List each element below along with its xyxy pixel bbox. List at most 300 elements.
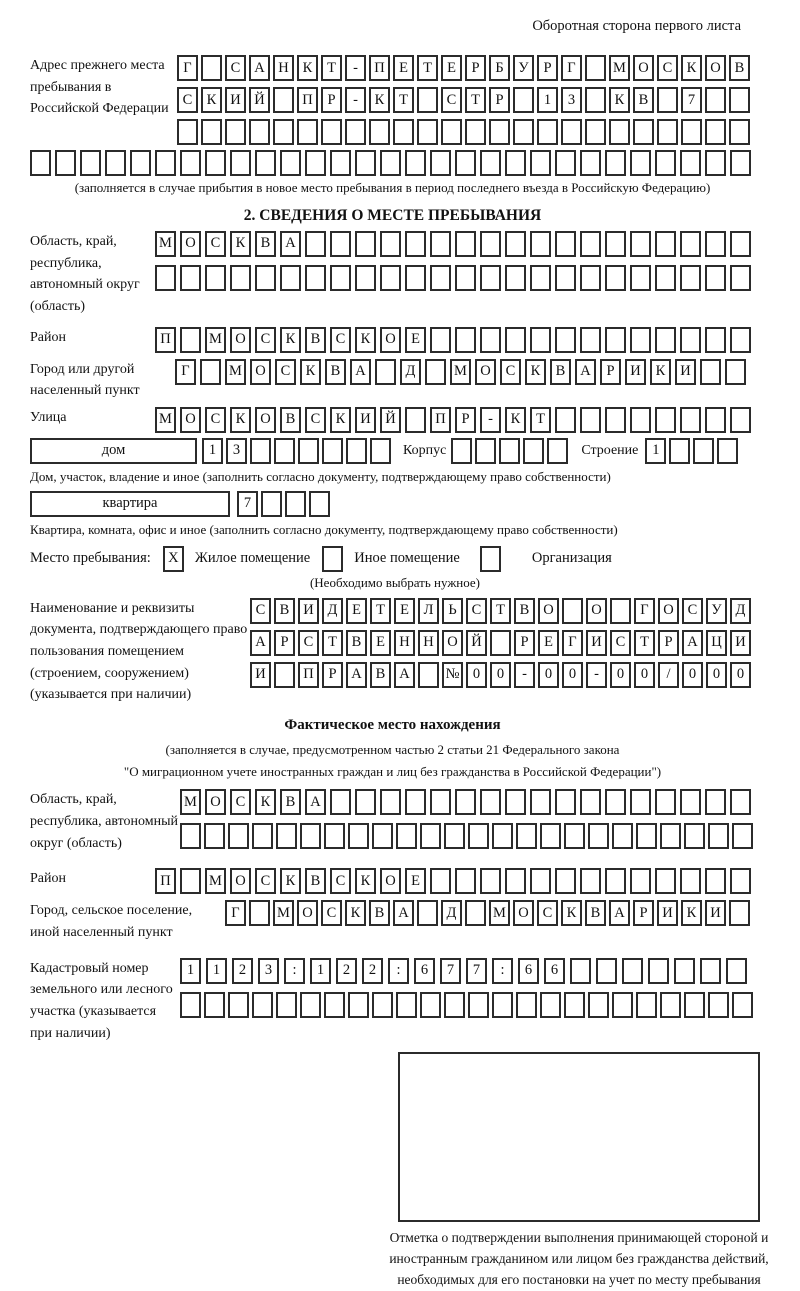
- form-char-cell: Н: [273, 55, 294, 81]
- form-char-cell: И: [250, 662, 271, 688]
- form-char-cell: [468, 823, 489, 849]
- form-char-cell: [636, 823, 657, 849]
- form-char-cell: 1: [206, 958, 227, 984]
- form-char-cell: [705, 119, 726, 145]
- form-char-cell: Т: [465, 87, 486, 113]
- form-char-cell: [305, 150, 326, 176]
- form-char-cell: [430, 868, 451, 894]
- form-char-cell: [369, 119, 390, 145]
- form-char-cell: О: [230, 327, 251, 353]
- form-char-cell: О: [442, 630, 463, 656]
- form-char-cell: Г: [561, 55, 582, 81]
- form-char-cell: [249, 900, 270, 926]
- stroenie-cells: [645, 438, 741, 464]
- form-char-cell: [505, 265, 526, 291]
- form-char-cell: О: [705, 55, 726, 81]
- form-char-cell: [505, 789, 526, 815]
- form-char-cell: С: [305, 407, 326, 433]
- form-char-cell: [455, 150, 476, 176]
- form-char-cell: Р: [465, 55, 486, 81]
- form-char-cell: В: [305, 868, 326, 894]
- document-row-3: [250, 662, 754, 688]
- form-char-cell: О: [255, 407, 276, 433]
- form-char-cell: [430, 150, 451, 176]
- form-char-cell: 7: [237, 491, 258, 517]
- form-char-cell: [655, 327, 676, 353]
- form-char-cell: [480, 789, 501, 815]
- s2-ulitsa-field: [30, 407, 755, 433]
- form-char-cell: 0: [610, 662, 631, 688]
- form-char-cell: [729, 87, 750, 113]
- form-char-cell: -: [345, 55, 366, 81]
- form-char-cell: [30, 150, 51, 176]
- form-char-cell: М: [155, 407, 176, 433]
- form-char-cell: Т: [530, 407, 551, 433]
- mesto-option-zhiloe-label: Жилое помещение: [194, 550, 311, 567]
- form-char-cell: С: [250, 598, 271, 624]
- form-char-cell: В: [255, 231, 276, 257]
- form-char-cell: [276, 823, 297, 849]
- form-char-cell: [605, 407, 626, 433]
- form-char-cell: [605, 789, 626, 815]
- prev-address-label: Адрес прежнего места пребывания в Российской Федерации: [30, 58, 169, 117]
- form-char-cell: Й: [249, 87, 270, 113]
- form-char-cell: [570, 958, 591, 984]
- form-char-cell: К: [201, 87, 222, 113]
- dom-note: Дом, участок, владение и иное (заполнить согласно документу, подтверждающему право собственности): [30, 468, 611, 484]
- form-char-cell: Н: [394, 630, 415, 656]
- form-char-cell: [505, 231, 526, 257]
- form-char-cell: [660, 992, 681, 1018]
- form-char-cell: О: [475, 359, 496, 385]
- s2-gorod-field: [30, 359, 755, 402]
- form-char-cell: [513, 119, 534, 145]
- form-char-cell: [693, 438, 714, 464]
- form-char-cell: [230, 265, 251, 291]
- form-char-cell: [273, 87, 294, 113]
- form-char-cell: С: [537, 900, 558, 926]
- form-char-cell: [225, 119, 246, 145]
- form-char-cell: [726, 958, 747, 984]
- form-char-cell: С: [321, 900, 342, 926]
- page-title: Оборотная сторона первого листа: [532, 18, 741, 34]
- form-char-cell: Т: [417, 55, 438, 81]
- form-char-cell: [725, 359, 746, 385]
- form-char-cell: В: [729, 55, 750, 81]
- form-char-cell: [555, 327, 576, 353]
- form-char-cell: [324, 992, 345, 1018]
- mesto-checkbox-org: [480, 546, 504, 572]
- form-char-cell: [505, 868, 526, 894]
- form-char-cell: [561, 119, 582, 145]
- form-char-cell: [228, 823, 249, 849]
- form-char-cell: [204, 823, 225, 849]
- form-char-cell: В: [369, 900, 390, 926]
- form-char-cell: 2: [336, 958, 357, 984]
- form-char-cell: [380, 231, 401, 257]
- form-char-cell: М: [450, 359, 471, 385]
- form-char-cell: Р: [633, 900, 654, 926]
- form-char-cell: [297, 119, 318, 145]
- form-char-cell: [380, 265, 401, 291]
- form-char-cell: Л: [418, 598, 439, 624]
- form-char-cell: 6: [518, 958, 539, 984]
- form-char-cell: [605, 327, 626, 353]
- form-char-cell: [530, 150, 551, 176]
- document-row-1: [250, 598, 754, 624]
- prev-address-section: [30, 55, 755, 145]
- form-char-cell: А: [575, 359, 596, 385]
- form-char-cell: К: [280, 327, 301, 353]
- form-char-cell: Й: [380, 407, 401, 433]
- form-char-cell: [330, 265, 351, 291]
- prev-address-row-3: [177, 119, 753, 145]
- form-char-cell: [441, 119, 462, 145]
- form-char-cell: П: [155, 868, 176, 894]
- form-char-cell: М: [225, 359, 246, 385]
- form-char-cell: [705, 150, 726, 176]
- form-char-cell: М: [205, 868, 226, 894]
- form-char-cell: О: [380, 327, 401, 353]
- fact-gorod-label: Город, сельское поселение, иной населенный пункт: [30, 903, 193, 940]
- form-char-cell: К: [505, 407, 526, 433]
- form-char-cell: Д: [730, 598, 751, 624]
- form-char-cell: [372, 992, 393, 1018]
- form-char-cell: В: [280, 789, 301, 815]
- form-char-cell: [180, 327, 201, 353]
- stroenie-label: Строение: [581, 442, 639, 458]
- fact-kadastr-row-1: [180, 958, 756, 984]
- form-char-cell: [705, 87, 726, 113]
- form-char-cell: [375, 359, 396, 385]
- form-char-cell: В: [633, 87, 654, 113]
- form-char-cell: О: [658, 598, 679, 624]
- form-char-cell: [180, 150, 201, 176]
- form-char-cell: [355, 231, 376, 257]
- form-char-cell: [580, 868, 601, 894]
- form-char-cell: М: [205, 327, 226, 353]
- form-char-cell: [580, 789, 601, 815]
- form-char-cell: [630, 407, 651, 433]
- form-char-cell: С: [330, 868, 351, 894]
- form-char-cell: [348, 823, 369, 849]
- fact-raion-field: [30, 868, 755, 894]
- form-char-cell: [380, 150, 401, 176]
- form-char-cell: [729, 119, 750, 145]
- form-char-cell: [300, 823, 321, 849]
- fact-oblast-label: Область, край, республика, автономный округ (область): [30, 792, 179, 851]
- form-char-cell: [547, 438, 568, 464]
- form-char-cell: [430, 327, 451, 353]
- form-char-cell: Д: [441, 900, 462, 926]
- form-char-cell: Р: [537, 55, 558, 81]
- form-char-cell: [705, 407, 726, 433]
- form-char-cell: [499, 438, 520, 464]
- form-char-cell: [177, 119, 198, 145]
- form-char-cell: -: [514, 662, 535, 688]
- form-char-cell: [455, 327, 476, 353]
- form-char-cell: [585, 55, 606, 81]
- section2-title: 2. СВЕДЕНИЯ О МЕСТЕ ПРЕБЫВАНИЯ: [243, 206, 542, 224]
- form-char-cell: [455, 265, 476, 291]
- fact-kadastr-field: [30, 958, 755, 1045]
- form-char-cell: [610, 598, 631, 624]
- s2-dom-row: [30, 438, 755, 464]
- fact-note-line2: "О миграционном учете иностранных граждан и лиц без гражданства в Российской Федерации"): [123, 764, 662, 780]
- form-char-cell: Р: [321, 87, 342, 113]
- form-char-cell: С: [205, 231, 226, 257]
- form-char-cell: [555, 265, 576, 291]
- form-char-cell: [393, 119, 414, 145]
- form-char-cell: Б: [489, 55, 510, 81]
- s2-oblast-row-1: [155, 231, 755, 257]
- fact-note: [30, 739, 755, 783]
- form-char-cell: К: [330, 407, 351, 433]
- mesto-note: (Необходимо выбрать нужное): [309, 574, 481, 590]
- form-char-cell: [680, 407, 701, 433]
- form-char-cell: [605, 265, 626, 291]
- s2-ulitsa-label: Улица: [30, 409, 67, 425]
- form-char-cell: Р: [322, 662, 343, 688]
- korpus-cells: [451, 438, 571, 464]
- form-char-cell: [537, 119, 558, 145]
- s2-kvartira-row: [30, 491, 755, 517]
- document-label: Наименование и реквизиты документа, подтверждающего право пользования помещением (строением, сооружением) (указывается при наличии): [30, 600, 248, 703]
- form-char-cell: С: [610, 630, 631, 656]
- form-char-cell: [680, 789, 701, 815]
- form-char-cell: [630, 868, 651, 894]
- form-char-cell: О: [230, 868, 251, 894]
- form-char-cell: 7: [440, 958, 461, 984]
- form-char-cell: К: [355, 868, 376, 894]
- form-char-cell: [729, 900, 750, 926]
- form-char-cell: [730, 231, 751, 257]
- form-char-cell: [204, 992, 225, 1018]
- form-char-cell: -: [480, 407, 501, 433]
- form-char-cell: [480, 327, 501, 353]
- form-char-cell: 0: [562, 662, 583, 688]
- stamp-caption: Отметка о подтверждении выполнения принимающей стороной и иностранным гражданином или лицом без гражданства действий, необходимых для его постановки на учет по месту пребывания: [389, 1230, 769, 1288]
- form-char-cell: [322, 546, 343, 572]
- form-char-cell: П: [155, 327, 176, 353]
- form-char-cell: [588, 823, 609, 849]
- document-field: [30, 598, 755, 706]
- form-char-cell: [630, 265, 651, 291]
- form-char-cell: [580, 150, 601, 176]
- form-char-cell: [630, 231, 651, 257]
- form-char-cell: Р: [658, 630, 679, 656]
- s2-oblast-field: [30, 231, 755, 318]
- fact-oblast-row-2: [180, 823, 756, 849]
- form-char-cell: Р: [455, 407, 476, 433]
- form-char-cell: А: [609, 900, 630, 926]
- form-char-cell: А: [394, 662, 415, 688]
- form-char-cell: [674, 958, 695, 984]
- form-char-cell: [155, 265, 176, 291]
- form-char-cell: [730, 407, 751, 433]
- form-char-cell: [492, 823, 513, 849]
- form-char-cell: [405, 407, 426, 433]
- form-char-cell: Г: [562, 630, 583, 656]
- form-char-cell: П: [298, 662, 319, 688]
- form-char-cell: К: [681, 55, 702, 81]
- kvartira-note: Квартира, комната, офис и иное (заполнить согласно документу, подтверждающему право собственности): [30, 521, 618, 537]
- form-char-cell: К: [609, 87, 630, 113]
- form-char-cell: А: [250, 630, 271, 656]
- form-char-cell: [705, 868, 726, 894]
- form-char-cell: [330, 150, 351, 176]
- form-char-cell: [555, 150, 576, 176]
- stamp-box: [398, 1052, 760, 1222]
- form-char-cell: /: [658, 662, 679, 688]
- form-char-cell: [655, 789, 676, 815]
- form-char-cell: [555, 407, 576, 433]
- form-char-cell: С: [275, 359, 296, 385]
- form-char-cell: [430, 789, 451, 815]
- form-char-cell: [285, 491, 306, 517]
- form-char-cell: Е: [393, 55, 414, 81]
- form-char-cell: [530, 231, 551, 257]
- form-char-cell: И: [586, 630, 607, 656]
- mesto-option-org-label: Организация: [531, 550, 612, 567]
- form-char-cell: Ц: [706, 630, 727, 656]
- form-char-cell: [273, 119, 294, 145]
- form-char-cell: [230, 150, 251, 176]
- form-char-cell: -: [586, 662, 607, 688]
- form-char-cell: [300, 992, 321, 1018]
- form-char-cell: :: [492, 958, 513, 984]
- form-char-cell: [555, 231, 576, 257]
- form-char-cell: [505, 150, 526, 176]
- form-char-cell: [705, 231, 726, 257]
- form-char-cell: [630, 789, 651, 815]
- form-char-cell: [418, 662, 439, 688]
- form-char-cell: [180, 823, 201, 849]
- form-char-cell: М: [609, 55, 630, 81]
- form-char-cell: [80, 150, 101, 176]
- form-char-cell: [655, 231, 676, 257]
- form-char-cell: 7: [466, 958, 487, 984]
- form-char-cell: [580, 265, 601, 291]
- form-char-cell: :: [284, 958, 305, 984]
- form-char-cell: [585, 87, 606, 113]
- form-char-cell: [730, 150, 751, 176]
- form-char-cell: [655, 868, 676, 894]
- form-char-cell: Р: [274, 630, 295, 656]
- form-char-cell: И: [625, 359, 646, 385]
- form-char-cell: [490, 630, 511, 656]
- form-char-cell: [680, 265, 701, 291]
- form-char-cell: [155, 150, 176, 176]
- form-char-cell: А: [682, 630, 703, 656]
- form-char-cell: [630, 327, 651, 353]
- form-char-cell: [681, 119, 702, 145]
- form-char-cell: [580, 407, 601, 433]
- form-char-cell: О: [513, 900, 534, 926]
- form-char-cell: К: [230, 231, 251, 257]
- form-char-cell: [468, 992, 489, 1018]
- form-char-cell: 3: [258, 958, 279, 984]
- form-char-cell: О: [180, 407, 201, 433]
- form-char-cell: С: [657, 55, 678, 81]
- form-char-cell: О: [180, 231, 201, 257]
- form-char-cell: [605, 231, 626, 257]
- form-char-cell: 1: [202, 438, 223, 464]
- form-char-cell: С: [255, 327, 276, 353]
- form-char-cell: 1: [537, 87, 558, 113]
- form-char-cell: С: [466, 598, 487, 624]
- form-char-cell: [680, 327, 701, 353]
- form-char-cell: [345, 119, 366, 145]
- form-char-cell: О: [205, 789, 226, 815]
- form-char-cell: А: [350, 359, 371, 385]
- form-char-cell: [420, 992, 441, 1018]
- form-char-cell: [730, 868, 751, 894]
- form-char-cell: [680, 868, 701, 894]
- form-char-cell: :: [388, 958, 409, 984]
- form-char-cell: [612, 992, 633, 1018]
- form-char-cell: X: [163, 546, 184, 572]
- form-char-cell: [555, 868, 576, 894]
- form-char-cell: 0: [466, 662, 487, 688]
- form-char-cell: [280, 265, 301, 291]
- form-char-cell: [180, 868, 201, 894]
- form-char-cell: [417, 900, 438, 926]
- form-char-cell: 1: [310, 958, 331, 984]
- mesto-label: Место пребывания:: [30, 550, 151, 567]
- form-char-cell: [355, 150, 376, 176]
- form-char-cell: И: [705, 900, 726, 926]
- form-char-cell: А: [346, 662, 367, 688]
- form-char-cell: М: [180, 789, 201, 815]
- form-char-cell: [305, 265, 326, 291]
- form-char-cell: -: [345, 87, 366, 113]
- form-char-cell: [276, 992, 297, 1018]
- form-char-cell: Ь: [442, 598, 463, 624]
- form-char-cell: [530, 327, 551, 353]
- form-char-cell: [298, 438, 319, 464]
- form-char-cell: Н: [418, 630, 439, 656]
- form-char-cell: [530, 265, 551, 291]
- form-char-cell: [660, 823, 681, 849]
- form-char-cell: Д: [400, 359, 421, 385]
- form-char-cell: С: [330, 327, 351, 353]
- form-char-cell: Е: [405, 327, 426, 353]
- form-char-cell: [180, 992, 201, 1018]
- mesto-checkbox-inoe: [322, 546, 346, 572]
- form-char-cell: Г: [177, 55, 198, 81]
- form-char-cell: Т: [393, 87, 414, 113]
- form-char-cell: [380, 789, 401, 815]
- form-char-cell: [588, 992, 609, 1018]
- form-char-cell: [700, 359, 721, 385]
- form-char-cell: [630, 150, 651, 176]
- form-char-cell: С: [205, 407, 226, 433]
- form-char-cell: [516, 992, 537, 1018]
- form-char-cell: [324, 823, 345, 849]
- form-char-cell: [580, 327, 601, 353]
- form-char-cell: [655, 407, 676, 433]
- form-char-cell: И: [657, 900, 678, 926]
- fact-raion-label: Район: [30, 871, 66, 887]
- form-char-cell: [405, 265, 426, 291]
- form-char-cell: [274, 662, 295, 688]
- form-char-cell: [480, 265, 501, 291]
- form-char-cell: Е: [370, 630, 391, 656]
- form-char-cell: [732, 992, 753, 1018]
- form-char-cell: [417, 119, 438, 145]
- form-char-cell: У: [513, 55, 534, 81]
